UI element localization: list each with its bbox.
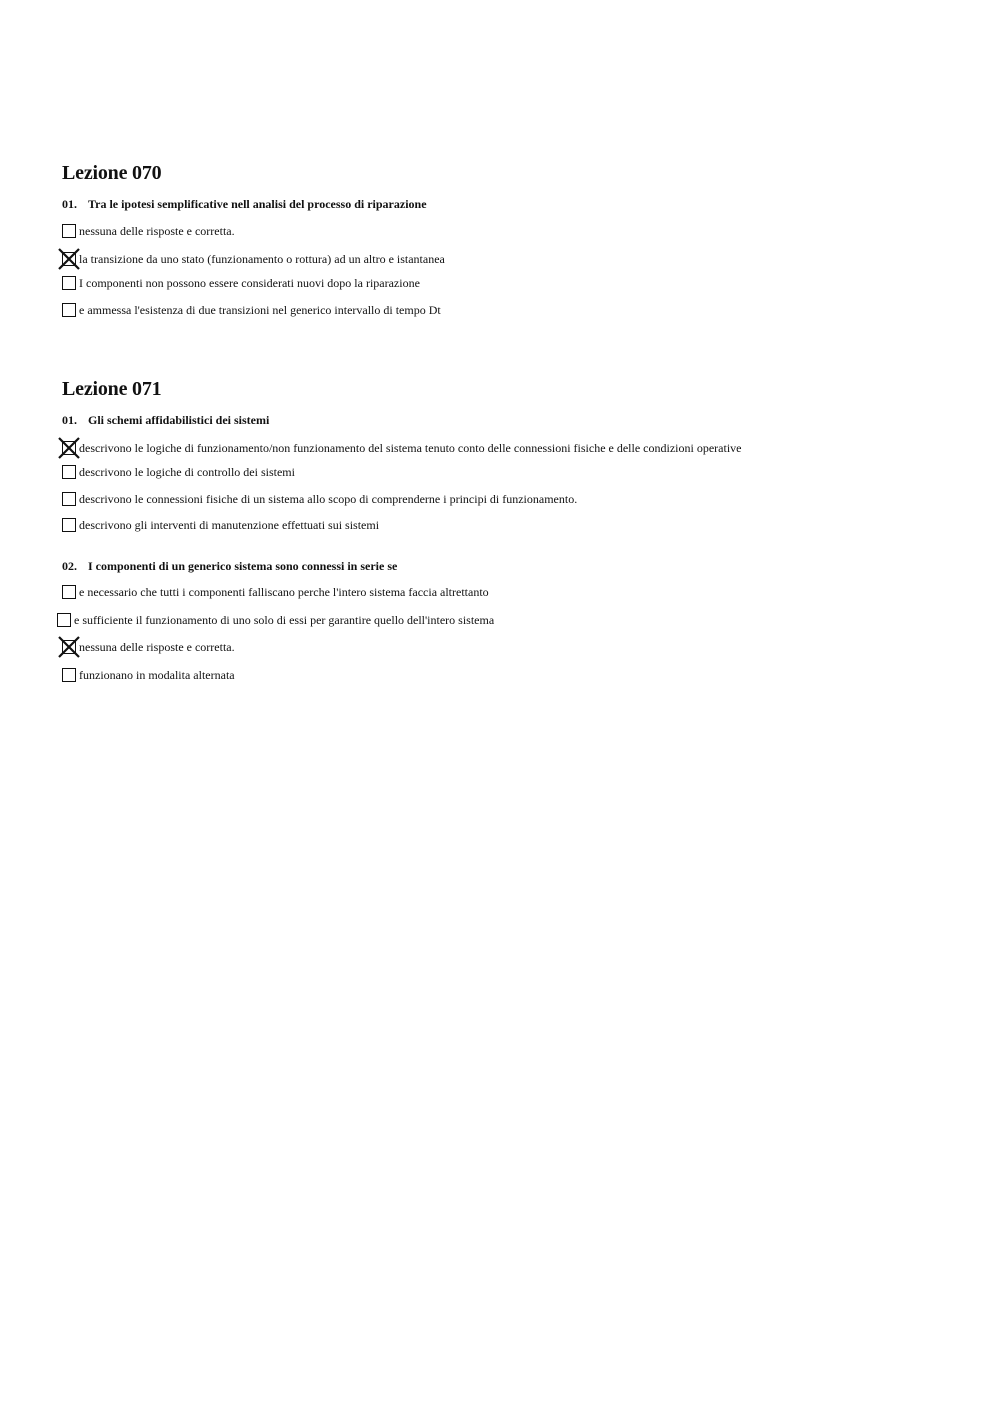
section-title-070: Lezione 070 xyxy=(62,162,162,184)
question-text: Gli schemi affidabilistici dei sistemi xyxy=(88,413,270,427)
question-071-02 xyxy=(62,559,397,574)
answer-text: descrivono le logiche di controllo dei sistemi xyxy=(79,464,295,479)
answer-text: descrivono le logiche di funzionamento/non funzionamento del sistema tenuto conto delle connessioni fisiche e delle condizioni operative xyxy=(79,440,742,455)
answer-text: funzionano in modalita alternata xyxy=(79,667,235,682)
checkbox-icon[interactable] xyxy=(62,668,76,682)
answer-option[interactable] xyxy=(57,612,494,628)
answer-option[interactable] xyxy=(62,440,741,456)
answer-option[interactable] xyxy=(62,275,420,291)
checkbox-icon[interactable] xyxy=(62,303,76,317)
question-number: 01. xyxy=(62,197,77,211)
checkbox-icon[interactable] xyxy=(62,224,76,238)
section-title-071: Lezione 071 xyxy=(62,378,162,400)
checkbox-icon[interactable] xyxy=(62,518,76,532)
answer-text: nessuna delle risposte e corretta. xyxy=(79,223,235,238)
answer-option[interactable] xyxy=(62,464,295,480)
answer-text: I componenti non possono essere considerati nuovi dopo la riparazione xyxy=(79,275,420,290)
checkbox-icon[interactable] xyxy=(62,465,76,479)
answer-option[interactable] xyxy=(62,302,441,318)
checkbox-icon[interactable] xyxy=(62,252,76,266)
answer-option[interactable] xyxy=(62,584,489,600)
question-071-01 xyxy=(62,413,269,428)
question-number: 01. xyxy=(62,413,77,427)
question-text: Tra le ipotesi semplificative nell analisi del processo di riparazione xyxy=(88,197,427,211)
answer-option[interactable] xyxy=(62,251,445,267)
answer-text: nessuna delle risposte e corretta. xyxy=(79,639,235,654)
checkbox-icon[interactable] xyxy=(62,492,76,506)
answer-text: e ammessa l'esistenza di due transizioni nel generico intervallo di tempo Dt xyxy=(79,302,441,317)
checkbox-icon[interactable] xyxy=(62,276,76,290)
answer-option[interactable] xyxy=(62,223,235,239)
answer-option[interactable] xyxy=(62,667,235,683)
answer-option[interactable] xyxy=(62,639,235,655)
checkbox-icon[interactable] xyxy=(62,640,76,654)
answer-option[interactable] xyxy=(62,517,379,533)
checkbox-icon[interactable] xyxy=(62,441,76,455)
question-text: I componenti di un generico sistema sono connessi in serie se xyxy=(88,559,398,573)
answer-text: e necessario che tutti i componenti falliscano perche l'intero sistema faccia altrettanto xyxy=(79,584,489,599)
question-number: 02. xyxy=(62,559,77,573)
answer-option[interactable] xyxy=(62,491,577,507)
answer-text: la transizione da uno stato (funzionamento o rottura) ad un altro e istantanea xyxy=(79,251,445,266)
answer-text: descrivono gli interventi di manutenzione effettuati sui sistemi xyxy=(79,517,380,532)
answer-text: descrivono le connessioni fisiche di un sistema allo scopo di comprenderne i principi di funzionamento. xyxy=(79,491,578,506)
question-070-01 xyxy=(62,197,427,212)
checkbox-icon[interactable] xyxy=(62,585,76,599)
checkbox-icon[interactable] xyxy=(57,613,71,627)
answer-text: e sufficiente il funzionamento di uno solo di essi per garantire quello dell'intero sistema xyxy=(74,612,495,627)
